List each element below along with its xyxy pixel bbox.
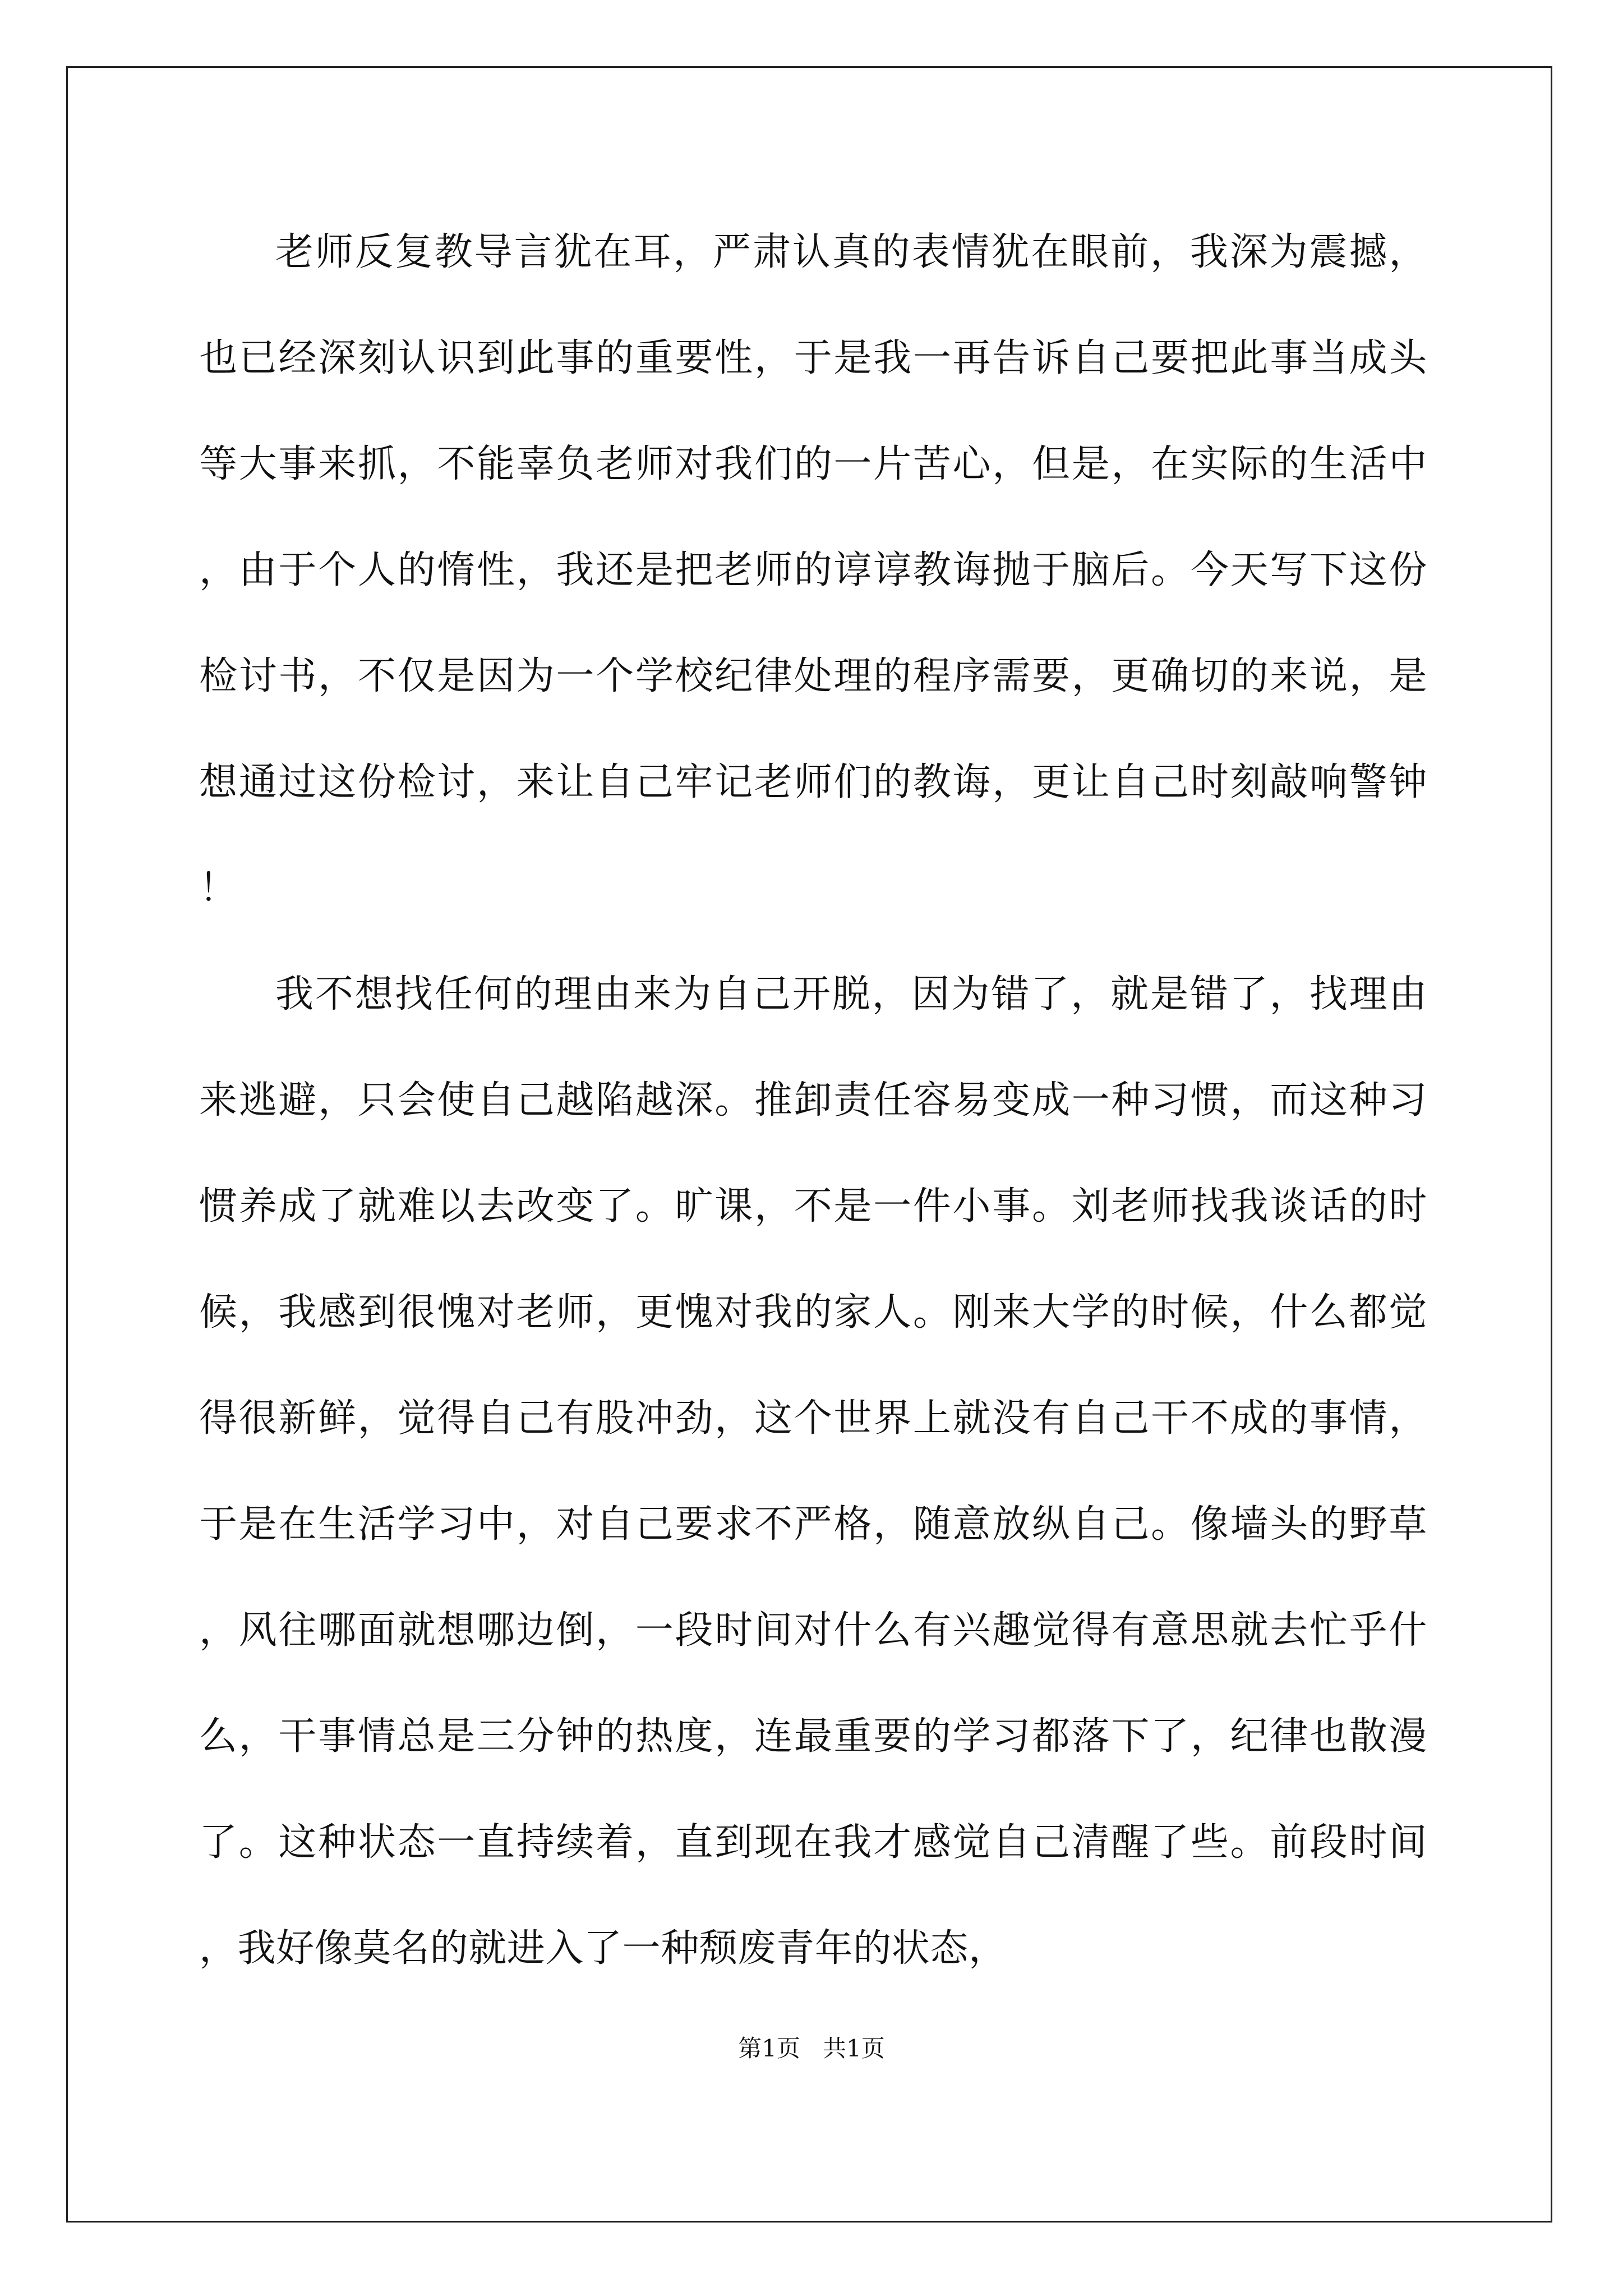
- paragraph-1: 老师反复教导言犹在耳，严肃认真的表情犹在眼前，我深为震撼，也已经深刻认识到此事的重要性，于是我一再告诉自己要把此事当成头等大事来抓，不能辜负老师对我们的一片苦心，但是，在实际的生活中，由于个人的惰性，我还是把老师的谆谆教诲抛于脑后。今天写下这份检讨书，不仅是因为一个学校纪律处理的程序需要，更确切的来说，是想通过这份检讨，来让自己牢记老师们的教诲，更让自己时刻敲响警钟！: [199, 230, 1427, 910]
- document-body: [199, 199, 1427, 2001]
- page-number-footer: 第1页 共1页: [738, 2035, 885, 2062]
- paragraph-2: 我不想找任何的理由来为自己开脱，因为错了，就是错了，找理由来逃避，只会使自己越陷越深。推卸责任容易变成一种习惯，而这种习惯养成了就难以去改变了。旷课，不是一件小事。刘老师找我谈话的时候，我感到很愧对老师，更愧对我的家人。刚来大学的时候，什么都觉得很新鲜，觉得自己有股冲劲，这个世界上就没有自己干不成的事情，于是在生活学习中，对自己要求不严格，随意放纵自己。像墙头的野草，风往哪面就想哪边倒，一段时间对什么有兴趣觉得有意思就去忙乎什么，干事情总是三分钟的热度，连最重要的学习都落下了，纪律也散漫了。这种状态一直持续着，直到现在我才感觉自己清醒了些。前段时间，我好像莫名的就进入了一种颓废青年的状态，: [199, 972, 1427, 1971]
